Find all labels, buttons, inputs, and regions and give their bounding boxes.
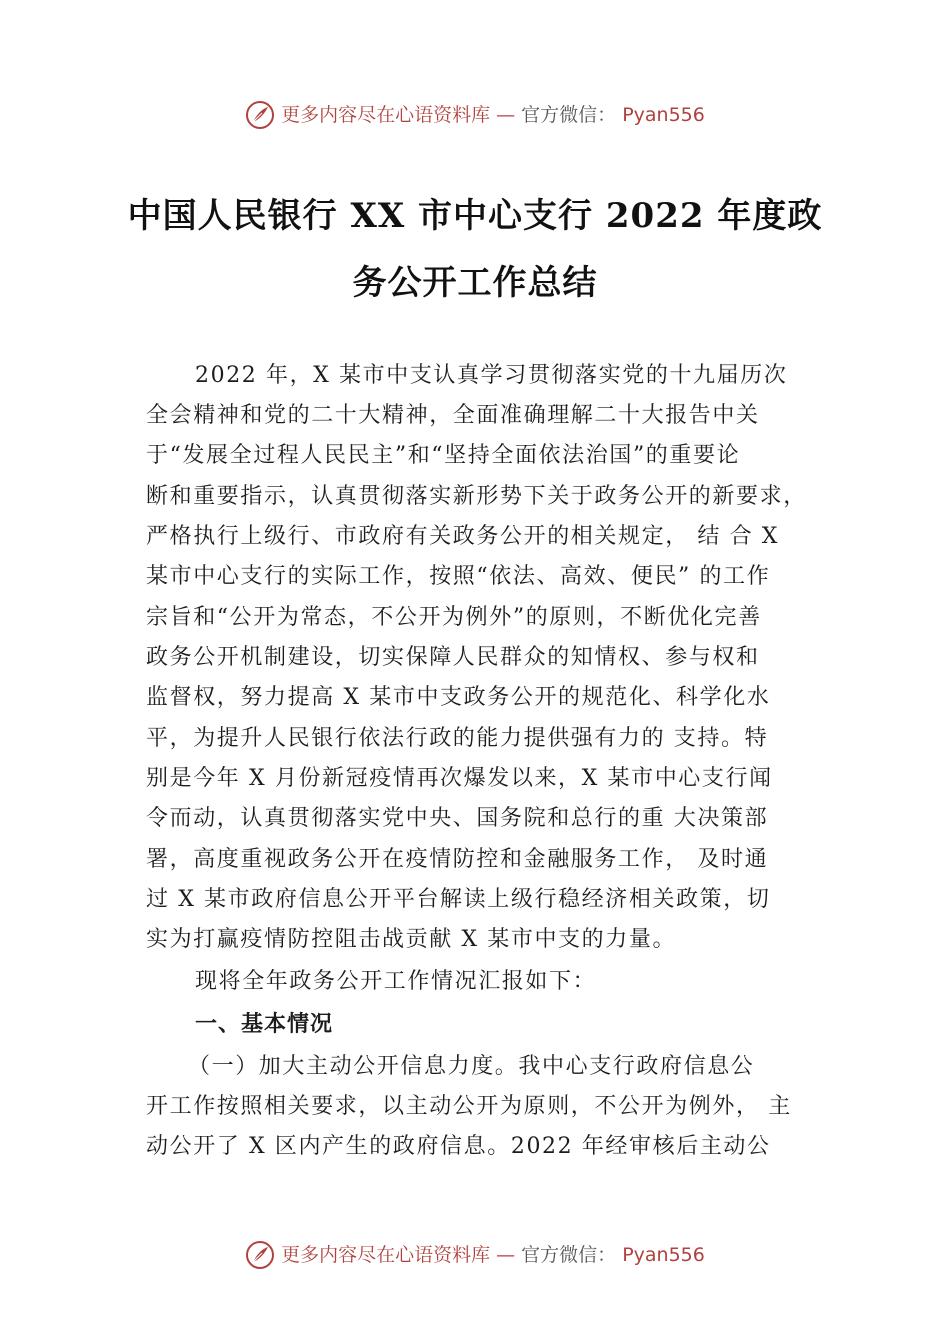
body-line: （一）加大主动公开信息力度。我中心支行政府信息公: [188, 1054, 755, 1079]
body-line: 实为打赢疫情防控阻击战贡献 X 某市中支的力量。: [146, 927, 677, 952]
body-line: 全会精神和党的二十大精神，全面准确理解二十大报告中关: [146, 403, 760, 428]
body-line: 监督权，努力提高 X 某市中支政务公开的规范化、科学化水: [146, 685, 771, 710]
watermark-brand: 更多内容尽在心语资料库: [281, 1244, 491, 1266]
watermark-wechat-id: Pyan556: [622, 104, 705, 126]
watermark-separator: —: [496, 1244, 516, 1266]
body-line: 现将全年政务公开工作情况汇报如下：: [195, 969, 597, 994]
body-line: 严格执行上级行、市政府有关政务公开的相关规定， 结 合 X: [146, 524, 780, 549]
body-line: 别是今年 X 月份新冠疫情再次爆发以来，X 某市中心支行闻: [146, 766, 773, 791]
watermark-brand: 更多内容尽在心语资料库: [281, 104, 491, 126]
quill-logo-icon: [245, 100, 275, 130]
body-line: 令而动，认真贯彻落实党中央、国务院和总行的重 大决策部: [146, 806, 769, 831]
body-line: 宗旨和“公开为常态，不公开为例外”的原则，不断优化完善: [146, 605, 762, 630]
document-title-line-1: 中国人民银行 XX 市中心支行 2022 年度政: [127, 196, 823, 236]
body-line: 断和重要指示，认真贯彻落实新形势下关于政务公开的新要求，: [146, 484, 807, 509]
body-line: 开工作按照相关要求，以主动公开为原则，不公开为例外， 主: [146, 1094, 792, 1119]
body-line: 于“发展全过程人民民主”和“坚持全面依法治国”的重要论: [146, 443, 741, 468]
document-title-line-2: 务公开工作总结: [352, 263, 598, 303]
body-line: 政务公开机制建设，切实保障人民群众的知情权、参与权和: [146, 645, 760, 670]
watermark-wechat-id: Pyan556: [622, 1244, 705, 1266]
body-line: 过 X 某市政府信息公开平台解读上级行稳经济相关政策，切: [146, 887, 771, 912]
watermark-label: 官方微信：: [521, 1244, 617, 1266]
watermark-top: [0, 100, 950, 130]
watermark-separator: —: [496, 104, 516, 126]
body-line: 署，高度重视政务公开在疫情防控和金融服务工作， 及时通: [146, 847, 769, 872]
quill-logo-icon: [245, 1240, 275, 1270]
body-line: 动公开了 X 区内产生的政府信息。2022 年经审核后主动公: [146, 1134, 771, 1159]
watermark-bottom: [0, 1240, 950, 1270]
section-heading: 一、基本情况: [195, 1012, 334, 1037]
body-line: 2022 年，X 某市中支认真学习贯彻落实党的十九届历次: [195, 363, 788, 388]
body-line: 平，为提升人民银行依法行政的能力提供强有力的 支持。特: [146, 726, 769, 751]
watermark-label: 官方微信：: [521, 104, 617, 126]
body-line: 某市中心支行的实际工作，按照“依法、高效、便民” 的工作: [146, 564, 771, 589]
